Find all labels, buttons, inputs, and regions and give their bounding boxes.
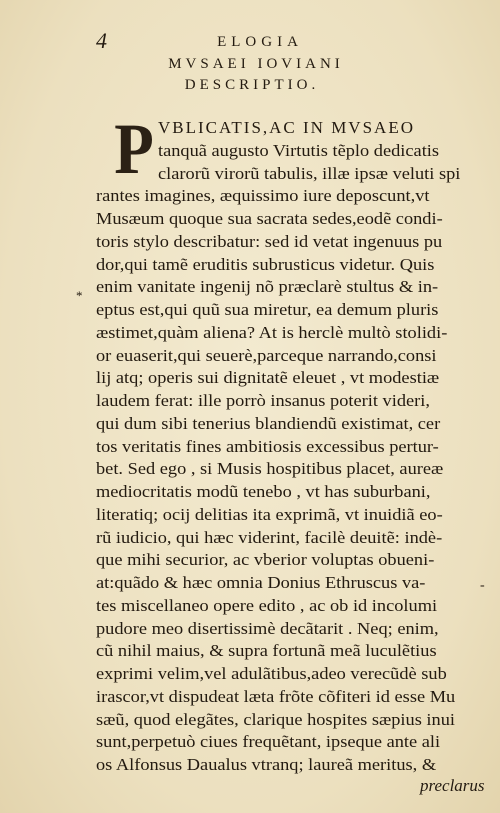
text-line: toris stylo describatur: sed id vetat ingenuus pu bbox=[96, 231, 443, 251]
text-line: mediocritatis modũ tenebo , vt has suburbani, bbox=[96, 482, 431, 501]
text-line: bet. Sed ego , si Musis hospitibus placet, aureæ bbox=[96, 459, 444, 479]
text-line: Musæum quoque sua sacrata sedes,eodẽ condi- bbox=[96, 209, 443, 228]
text-line: eptus est,qui quũ sua miretur, ea demum pluris bbox=[96, 300, 439, 319]
text-line: rantes imagines, æquissimo iure deposcunt,vt bbox=[96, 186, 430, 206]
margin-mark: - bbox=[480, 578, 485, 593]
page-number: 4 bbox=[96, 28, 107, 53]
running-head-line-1: ELOGIA bbox=[217, 34, 303, 50]
text-line: or euaserit,qui seuerè,parceque narrando,consi bbox=[96, 345, 437, 365]
drop-cap: P bbox=[114, 109, 154, 189]
text-line: cũ nihil maius, & supra fortunã meã luculẽtius bbox=[96, 641, 437, 661]
text-line: clarorũ virorũ tabulis, illæ ipsæ veluti spi bbox=[158, 163, 461, 183]
text-line: sæũ, quod elegãtes, clarique hospites sæpius inui bbox=[96, 709, 455, 729]
catchword: preclarus bbox=[420, 776, 485, 795]
text-line: rũ iudicio, qui hæc viderint, facilè deuitẽ: indè- bbox=[96, 527, 443, 547]
running-head-line-2: MVSAEI IOVIANI bbox=[168, 56, 344, 72]
text-line: irascor,vt dispudeat læta frõte cõfiteri id esse Mu bbox=[96, 686, 456, 706]
text-line: pudore meo disertissimè decãtarit . Neq; enim, bbox=[96, 618, 439, 638]
text-line: qui dum sibi tenerius blandiendũ existimat, cer bbox=[96, 413, 441, 433]
text-line: laudem ferat: ille porrò insanus poterit videri, bbox=[96, 391, 430, 410]
text-line: tes miscellaneo opere edito , ac ob id incolumi bbox=[96, 595, 438, 615]
text-line: sunt,perpetuò ciues frequẽtant, ipseque ante ali bbox=[96, 732, 441, 752]
text-line: enim vanitate ingenij nõ præclarè stultus & in- bbox=[96, 277, 439, 297]
text-line: VBLICATIS,AC IN MVSAEO bbox=[158, 118, 415, 137]
text-line: os Alfonsus Daualus vtranq; laureã meritus, & bbox=[96, 755, 437, 774]
running-head-line-3: DESCRIPTIO. bbox=[184, 77, 320, 93]
text-line: lij atq; operis sui dignitatẽ eleuet , vt modestiæ bbox=[96, 368, 440, 388]
text-line: æstimet,quàm aliena? At is herclè multò stolidi- bbox=[96, 322, 448, 342]
text-line: exprimi velim,vel adulãtibus,adeo verecũdè sub bbox=[96, 664, 447, 683]
text-line: que mihi securior, ac vberior voluptas obueni- bbox=[96, 550, 435, 570]
text-line: at:quãdo & hæc omnia Donius Ethruscus va- bbox=[96, 573, 426, 592]
margin-mark: * bbox=[76, 288, 83, 303]
text-line: dor,qui tamẽ eruditis subrusticus videtur. Quis bbox=[96, 254, 435, 274]
text-line: tanquã augusto Virtutis tẽplo dedicatis bbox=[158, 140, 440, 160]
text-line: literatiq; ocij delitias ita exprimã, vt inuidiã eo- bbox=[96, 504, 443, 524]
text-line: tos veritatis fines ambitiosis excessibus pertur- bbox=[96, 436, 439, 456]
